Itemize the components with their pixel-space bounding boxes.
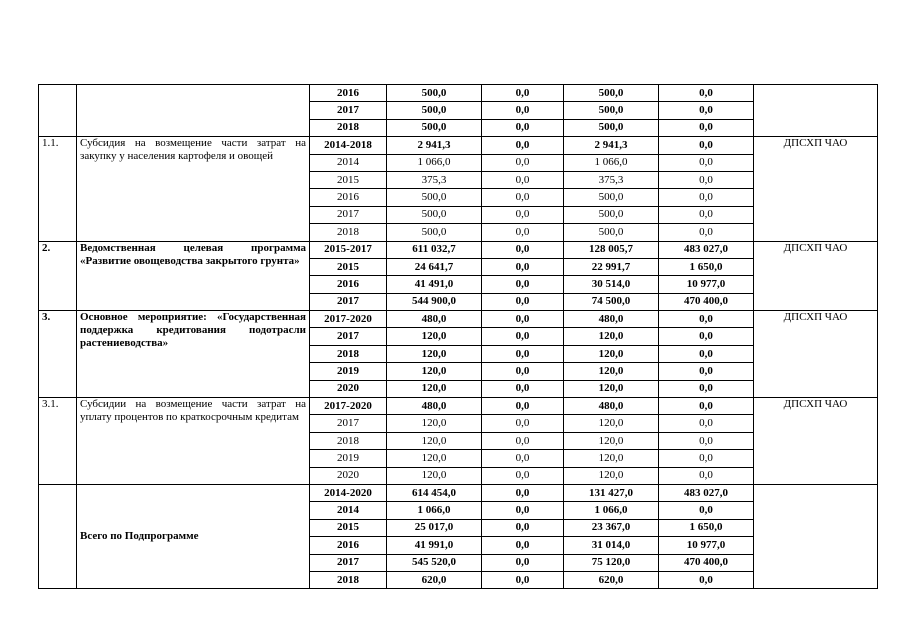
other-cell: 0,0 xyxy=(659,311,754,328)
total-cell: 120,0 xyxy=(387,345,482,362)
federal-cell: 0,0 xyxy=(482,119,564,136)
total-cell: 1 066,0 xyxy=(387,154,482,171)
district-cell: 31 014,0 xyxy=(564,537,659,554)
other-cell: 0,0 xyxy=(659,450,754,467)
district-cell: 500,0 xyxy=(564,224,659,241)
district-cell: 1 066,0 xyxy=(564,154,659,171)
table-row xyxy=(39,85,878,102)
federal-cell: 0,0 xyxy=(482,380,564,397)
federal-cell: 0,0 xyxy=(482,224,564,241)
total-cell: 2 941,3 xyxy=(387,137,482,154)
total-cell: 120,0 xyxy=(387,363,482,380)
total-cell: 120,0 xyxy=(387,328,482,345)
federal-cell: 0,0 xyxy=(482,241,564,258)
district-cell: 22 991,7 xyxy=(564,258,659,275)
total-cell: 545 520,0 xyxy=(387,554,482,571)
other-cell: 0,0 xyxy=(659,432,754,449)
total-cell: 41 491,0 xyxy=(387,276,482,293)
district-cell: 120,0 xyxy=(564,450,659,467)
year-cell: 2014-2018 xyxy=(310,137,387,154)
total-executor-cell xyxy=(754,484,878,588)
total-number-cell xyxy=(39,484,77,588)
total-cell: 500,0 xyxy=(387,102,482,119)
other-cell: 1 650,0 xyxy=(659,519,754,536)
other-cell: 470 400,0 xyxy=(659,554,754,571)
district-cell: 120,0 xyxy=(564,345,659,362)
total-cell: 611 032,7 xyxy=(387,241,482,258)
federal-cell: 0,0 xyxy=(482,85,564,102)
executor-cell xyxy=(754,85,878,137)
total-cell: 1 066,0 xyxy=(387,502,482,519)
federal-cell: 0,0 xyxy=(482,206,564,223)
other-cell: 0,0 xyxy=(659,571,754,588)
year-cell: 2018 xyxy=(310,571,387,588)
total-cell: 620,0 xyxy=(387,571,482,588)
federal-cell: 0,0 xyxy=(482,311,564,328)
federal-cell: 0,0 xyxy=(482,276,564,293)
total-row xyxy=(39,484,878,501)
subprogram-funding-table xyxy=(38,84,878,589)
year-cell: 2020 xyxy=(310,380,387,397)
year-cell: 2018 xyxy=(310,432,387,449)
federal-cell: 0,0 xyxy=(482,432,564,449)
year-cell: 2014-2020 xyxy=(310,484,387,501)
item-description: Ведомственная целевая программа «Развитие овощеводства закрытого грунта» xyxy=(77,241,310,311)
total-cell: 480,0 xyxy=(387,311,482,328)
year-cell: 2018 xyxy=(310,224,387,241)
federal-cell: 0,0 xyxy=(482,571,564,588)
district-cell: 30 514,0 xyxy=(564,276,659,293)
district-cell: 375,3 xyxy=(564,171,659,188)
year-cell: 2014 xyxy=(310,502,387,519)
item-description: Основное мероприятие: «Государственная поддержка кредитования подотрасли растениеводства» xyxy=(77,311,310,398)
other-cell: 0,0 xyxy=(659,119,754,136)
year-cell: 2016 xyxy=(310,276,387,293)
total-cell: 25 017,0 xyxy=(387,519,482,536)
year-cell: 2019 xyxy=(310,363,387,380)
executor-cell: ДПСХП ЧАО xyxy=(754,137,878,241)
year-cell: 2014 xyxy=(310,154,387,171)
total-cell: 544 900,0 xyxy=(387,293,482,310)
year-cell: 2020 xyxy=(310,467,387,484)
other-cell: 0,0 xyxy=(659,171,754,188)
district-cell: 120,0 xyxy=(564,380,659,397)
total-cell: 24 641,7 xyxy=(387,258,482,275)
total-cell: 500,0 xyxy=(387,85,482,102)
federal-cell: 0,0 xyxy=(482,398,564,415)
other-cell: 0,0 xyxy=(659,502,754,519)
other-cell: 0,0 xyxy=(659,224,754,241)
year-cell: 2017-2020 xyxy=(310,398,387,415)
total-cell: 614 454,0 xyxy=(387,484,482,501)
other-cell: 10 977,0 xyxy=(659,537,754,554)
other-cell: 0,0 xyxy=(659,398,754,415)
table-row xyxy=(39,137,878,154)
district-cell: 74 500,0 xyxy=(564,293,659,310)
district-cell: 1 066,0 xyxy=(564,502,659,519)
federal-cell: 0,0 xyxy=(482,102,564,119)
year-cell: 2017 xyxy=(310,206,387,223)
district-cell: 500,0 xyxy=(564,189,659,206)
district-cell: 480,0 xyxy=(564,398,659,415)
total-cell: 120,0 xyxy=(387,450,482,467)
item-number: 3. xyxy=(39,311,77,398)
other-cell: 0,0 xyxy=(659,137,754,154)
item-number xyxy=(39,85,77,137)
district-cell: 620,0 xyxy=(564,571,659,588)
federal-cell: 0,0 xyxy=(482,293,564,310)
year-cell: 2016 xyxy=(310,189,387,206)
total-cell: 500,0 xyxy=(387,224,482,241)
table-row xyxy=(39,398,878,415)
item-number: 3.1. xyxy=(39,398,77,485)
total-cell: 120,0 xyxy=(387,380,482,397)
executor-cell: ДПСХП ЧАО xyxy=(754,241,878,311)
federal-cell: 0,0 xyxy=(482,415,564,432)
district-cell: 120,0 xyxy=(564,328,659,345)
federal-cell: 0,0 xyxy=(482,502,564,519)
year-cell: 2015-2017 xyxy=(310,241,387,258)
federal-cell: 0,0 xyxy=(482,189,564,206)
district-cell: 128 005,7 xyxy=(564,241,659,258)
total-cell: 120,0 xyxy=(387,467,482,484)
federal-cell: 0,0 xyxy=(482,537,564,554)
year-cell: 2015 xyxy=(310,258,387,275)
federal-cell: 0,0 xyxy=(482,450,564,467)
district-cell: 2 941,3 xyxy=(564,137,659,154)
federal-cell: 0,0 xyxy=(482,154,564,171)
other-cell: 0,0 xyxy=(659,328,754,345)
table-row xyxy=(39,311,878,328)
district-cell: 480,0 xyxy=(564,311,659,328)
district-cell: 75 120,0 xyxy=(564,554,659,571)
total-cell: 375,3 xyxy=(387,171,482,188)
other-cell: 0,0 xyxy=(659,467,754,484)
district-cell: 23 367,0 xyxy=(564,519,659,536)
district-cell: 120,0 xyxy=(564,363,659,380)
other-cell: 1 650,0 xyxy=(659,258,754,275)
other-cell: 483 027,0 xyxy=(659,484,754,501)
other-cell: 0,0 xyxy=(659,345,754,362)
item-number: 1.1. xyxy=(39,137,77,241)
year-cell: 2015 xyxy=(310,519,387,536)
other-cell: 0,0 xyxy=(659,154,754,171)
year-cell: 2019 xyxy=(310,450,387,467)
federal-cell: 0,0 xyxy=(482,484,564,501)
district-cell: 120,0 xyxy=(564,415,659,432)
executor-cell: ДПСХП ЧАО xyxy=(754,311,878,398)
year-cell: 2018 xyxy=(310,119,387,136)
year-cell: 2017-2020 xyxy=(310,311,387,328)
total-cell: 500,0 xyxy=(387,206,482,223)
other-cell: 483 027,0 xyxy=(659,241,754,258)
district-cell: 500,0 xyxy=(564,85,659,102)
federal-cell: 0,0 xyxy=(482,328,564,345)
year-cell: 2017 xyxy=(310,415,387,432)
federal-cell: 0,0 xyxy=(482,467,564,484)
total-cell: 500,0 xyxy=(387,119,482,136)
year-cell: 2016 xyxy=(310,85,387,102)
other-cell: 0,0 xyxy=(659,415,754,432)
other-cell: 0,0 xyxy=(659,102,754,119)
total-label: Всего по Подпрограмме xyxy=(77,484,310,588)
other-cell: 0,0 xyxy=(659,380,754,397)
item-description: Субсидия на возмещение части затрат на закупку у населения картофеля и овощей xyxy=(77,137,310,241)
total-cell: 120,0 xyxy=(387,415,482,432)
other-cell: 10 977,0 xyxy=(659,276,754,293)
executor-cell: ДПСХП ЧАО xyxy=(754,398,878,485)
federal-cell: 0,0 xyxy=(482,137,564,154)
district-cell: 500,0 xyxy=(564,102,659,119)
district-cell: 500,0 xyxy=(564,206,659,223)
year-cell: 2017 xyxy=(310,102,387,119)
federal-cell: 0,0 xyxy=(482,519,564,536)
year-cell: 2018 xyxy=(310,345,387,362)
federal-cell: 0,0 xyxy=(482,345,564,362)
year-cell: 2017 xyxy=(310,293,387,310)
other-cell: 470 400,0 xyxy=(659,293,754,310)
district-cell: 500,0 xyxy=(564,119,659,136)
year-cell: 2015 xyxy=(310,171,387,188)
federal-cell: 0,0 xyxy=(482,171,564,188)
item-description xyxy=(77,85,310,137)
total-cell: 41 991,0 xyxy=(387,537,482,554)
item-description: Субсидии на возмещение части затрат на уплату процентов по краткосрочным кредитам xyxy=(77,398,310,485)
federal-cell: 0,0 xyxy=(482,258,564,275)
other-cell: 0,0 xyxy=(659,363,754,380)
district-cell: 131 427,0 xyxy=(564,484,659,501)
other-cell: 0,0 xyxy=(659,85,754,102)
other-cell: 0,0 xyxy=(659,206,754,223)
district-cell: 120,0 xyxy=(564,432,659,449)
total-cell: 120,0 xyxy=(387,432,482,449)
total-cell: 500,0 xyxy=(387,189,482,206)
year-cell: 2017 xyxy=(310,554,387,571)
item-number: 2. xyxy=(39,241,77,311)
year-cell: 2017 xyxy=(310,328,387,345)
total-cell: 480,0 xyxy=(387,398,482,415)
federal-cell: 0,0 xyxy=(482,363,564,380)
federal-cell: 0,0 xyxy=(482,554,564,571)
table-row xyxy=(39,241,878,258)
year-cell: 2016 xyxy=(310,537,387,554)
district-cell: 120,0 xyxy=(564,467,659,484)
other-cell: 0,0 xyxy=(659,189,754,206)
